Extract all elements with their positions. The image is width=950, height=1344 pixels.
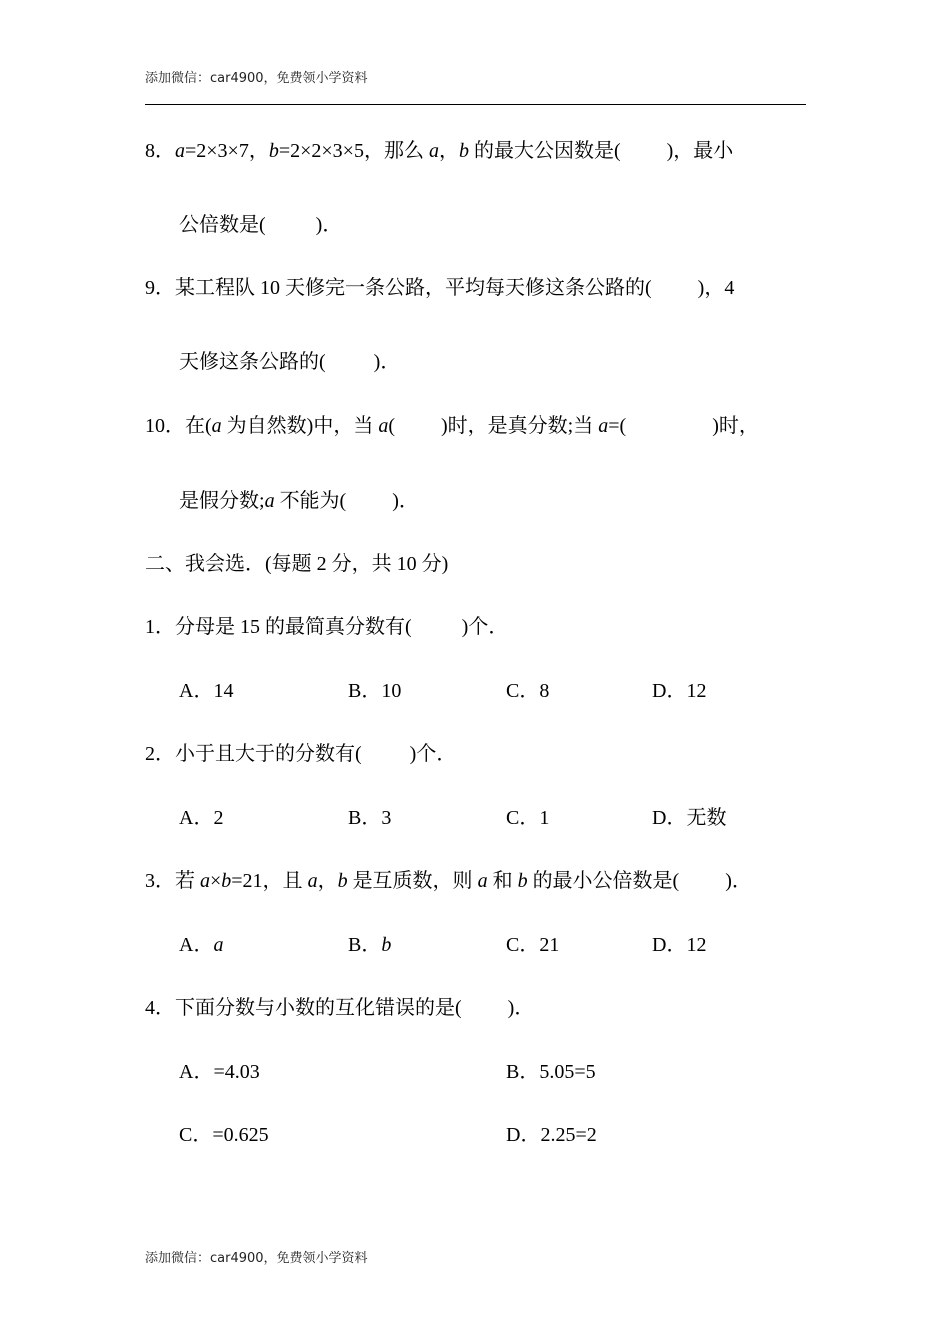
mc4-option-d[interactable]: D．2.25=2 — [506, 1124, 597, 1146]
mc1-option-d[interactable]: D．12 — [652, 680, 707, 702]
mc4-option-a[interactable]: A．=4.03 — [179, 1061, 260, 1083]
mc4-option-c[interactable]: C．=0.625 — [179, 1124, 269, 1146]
page-footer: 添加微信：car4900，免费领小学资料 — [145, 1251, 368, 1266]
mc3-option-d[interactable]: D．12 — [652, 934, 707, 956]
mc4-option-b[interactable]: B．5.05=5 — [506, 1061, 596, 1083]
question-10-line-1: 10．在(a 为自然数)中，当 a( )时，是真分数;当 a=( )时， — [145, 415, 759, 437]
mc3-option-a[interactable]: A．a — [179, 934, 224, 956]
question-8-line-1: 8．a=2×3×7，b=2×2×3×5，那么 a，b 的最大公因数是( )，最小 — [145, 140, 734, 162]
header-rule — [145, 104, 806, 105]
mc1-option-c[interactable]: C．8 — [506, 680, 550, 702]
mc-question-3: 3．若 a×b=21，且 a，b 是互质数，则 a 和 b 的最小公倍数是( )． — [145, 870, 752, 892]
mc3-option-c[interactable]: C．21 — [506, 934, 560, 956]
question-10-line-2: 是假分数;a 不能为( )． — [179, 490, 419, 512]
mc2-option-b[interactable]: B．3 — [348, 807, 392, 829]
mc-question-4: 4．下面分数与小数的互化错误的是( )． — [145, 997, 535, 1019]
section-2-title: 二、我会选．(每题 2 分，共 10 分) — [145, 553, 449, 575]
mc2-option-a[interactable]: A．2 — [179, 807, 224, 829]
mc-question-1: 1．分母是 15 的最简真分数有( )个． — [145, 616, 509, 638]
mc1-option-b[interactable]: B．10 — [348, 680, 402, 702]
mc3-option-b[interactable]: B．b — [348, 934, 392, 956]
question-9-line-2: 天修这条公路的( )． — [179, 351, 401, 373]
mc1-option-a[interactable]: A．14 — [179, 680, 234, 702]
page-header: 添加微信：car4900，免费领小学资料 — [145, 71, 368, 86]
mc-question-2: 2．小于且大于的分数有( )个． — [145, 743, 457, 765]
question-8-line-2: 公倍数是( )． — [179, 214, 343, 236]
mc2-option-c[interactable]: C．1 — [506, 807, 550, 829]
question-9-line-1: 9．某工程队 10 天修完一条公路，平均每天修这条公路的( )，4 — [145, 277, 735, 299]
mc2-option-d[interactable]: D．无数 — [652, 807, 727, 829]
